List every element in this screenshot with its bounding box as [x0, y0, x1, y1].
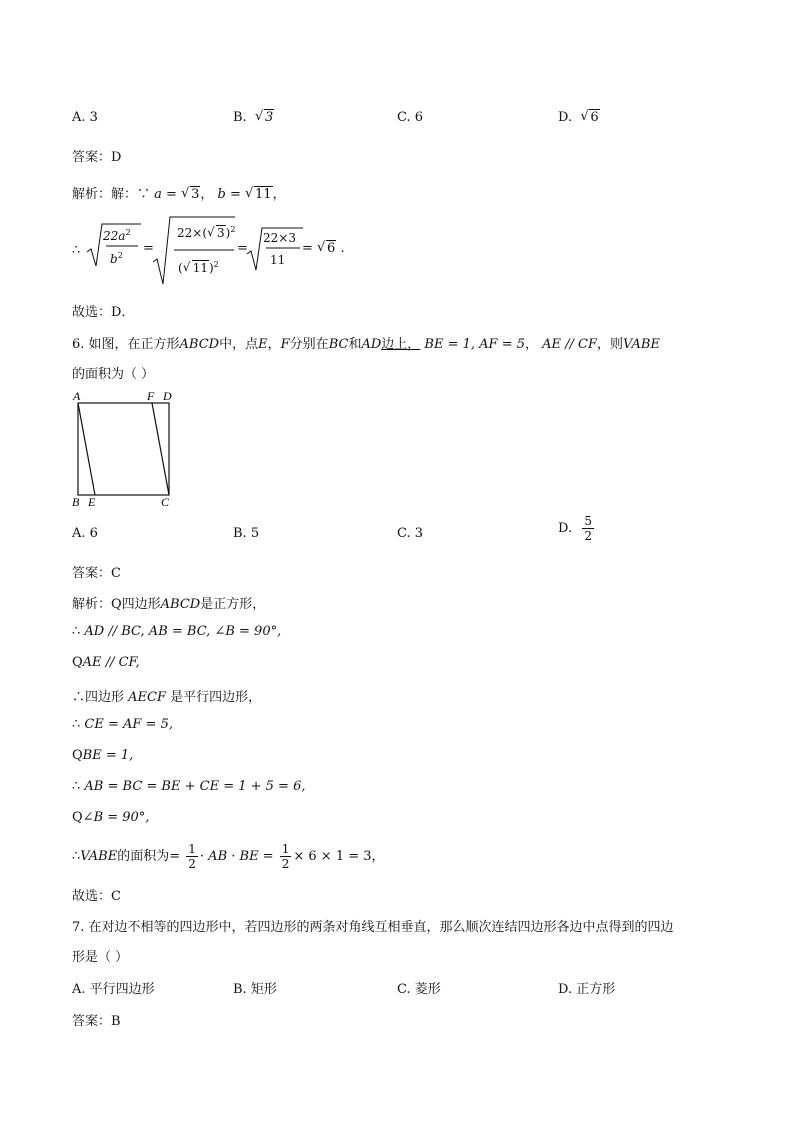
q7-stem-line2: 形是（ ） [72, 950, 129, 965]
q6-option-b: B. 5 [233, 526, 260, 541]
label-d: D [163, 389, 172, 403]
q6-option-d: D. $\frac{5}{2}$ [558, 514, 592, 543]
label-f: F [147, 389, 155, 403]
q5-option-d: D. √ 6 [558, 110, 600, 125]
label-c: C [161, 495, 170, 509]
segment-ae [78, 403, 95, 495]
q6-analysis-line1: 解析：Q四边形ABCD是正方形， [72, 597, 266, 612]
q6-option-a: A. 6 [72, 526, 98, 541]
square-abcd [78, 403, 169, 495]
q5-answer: 答案：D [72, 150, 122, 165]
q5-option-c: C. 6 [397, 110, 424, 125]
q7-option-d: D. 正方形 [558, 982, 616, 997]
q7-option-c: C. 菱形 [397, 982, 441, 997]
q6-option-c: C. 3 [397, 526, 424, 541]
q6-figure [70, 388, 180, 510]
label-b: B [72, 495, 80, 509]
q5-conclusion: 故选：D． [72, 305, 135, 320]
q7-option-b: B. 矩形 [233, 982, 277, 997]
q5-option-a: A. 3 [72, 110, 98, 125]
label-a: A [73, 389, 81, 403]
q6-area-line: ∴VABE的面积为= $\frac{1}{2}$ · AB · BE = $\frac{1}{2}$ × 6 × 1 = 3， [72, 842, 385, 871]
q7-answer: 答案：B [72, 1014, 121, 1029]
q6-stem-line2: 的面积为（ ） [72, 367, 155, 382]
q6-answer: 答案：C [72, 566, 121, 581]
label-e: E [88, 495, 96, 509]
q6-analysis-line8: Q∠B = 90°, [72, 810, 150, 825]
q6-analysis-line6: QBE = 1, [72, 748, 134, 763]
q7-option-a: A. 平行四边形 [72, 982, 155, 997]
segment-cf [152, 403, 169, 495]
q6-analysis-line2: ∴ AD // BC, AB = BC, ∠B = 90°, [72, 624, 282, 639]
q6-analysis-line5: ∴ CE = AF = 5, [72, 717, 173, 732]
q5-analysis-line1: 解析：解：∵ a = √ 3， b = √ 11， [72, 183, 286, 202]
q6-conclusion: 故选：C [72, 889, 121, 904]
q7-stem-line1: 7. 在对边不相等的四边形中，若四边形的两条对角线互相垂直，那么顺次连结四边形各边中点得到的四边 [72, 920, 674, 935]
q6-analysis-line7: ∴ AB = BC = BE + CE = 1 + 5 = 6, [72, 779, 306, 794]
q6-analysis-line3: QAE // CF, [72, 655, 140, 670]
q5-option-b: B. √ 3 [233, 110, 274, 125]
q6-stem-line1: 6. 如图，在正方形ABCD中，点E，F分别在BC和AD边上， BE = 1, AF = 5， AE // CF，则VABE [72, 337, 660, 352]
q6-analysis-line4: ∴四边形 AECF 是平行四边形， [72, 690, 262, 705]
